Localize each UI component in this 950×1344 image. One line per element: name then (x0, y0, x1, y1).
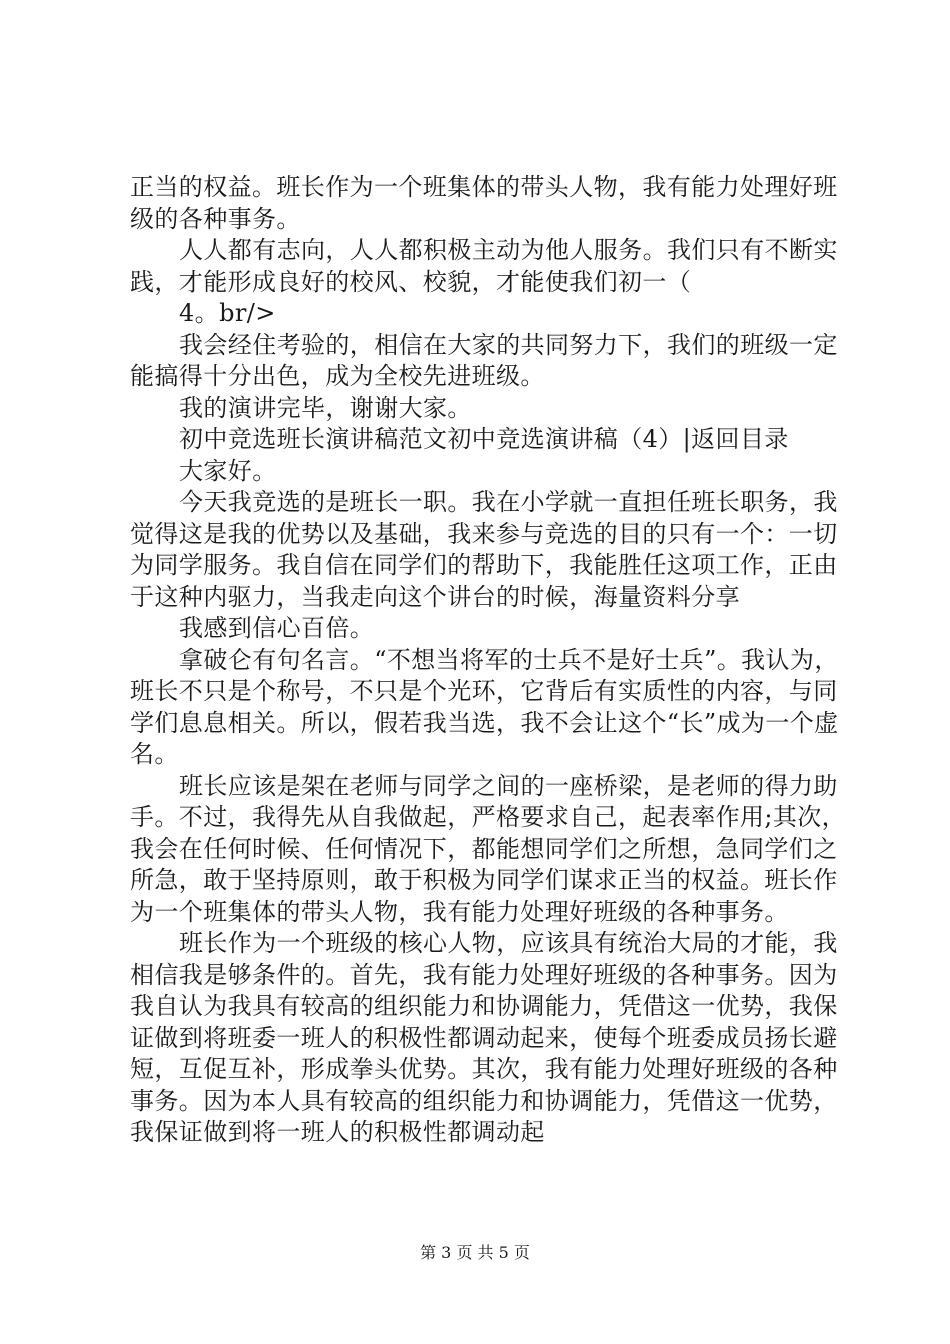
paragraph: 班长应该是架在老师与同学之间的一座桥梁，是老师的得力助手。不过，我得先从自我做起，严格要求自己，起表率作用;其次，我会在任何时候、任何情况下，都能想同学们之所想，急同学们之所急，敢于坚持原则，敢于积极为同学们谋求正当的权益。班长作为一个班集体的带头人物，我有能力处理好班级的各种事务。 (130, 771, 847, 926)
paragraph: 我会经住考验的，相信在大家的共同努力下，我们的班级一定能搞得十分出色，成为全校先进班级。 (130, 330, 838, 390)
page-number-footer: 第 3 页 共 5 页 (420, 1243, 530, 1262)
paragraph: 班长作为一个班级的核心人物，应该具有统治大局的才能，我相信我是够条件的。首先，我有能力处理好班级的各种事务。因为我自认为我具有较高的组织能力和协调能力，凭借这一优势，我保证做到将班委一班人的积极性都调动起来，使每个班委成员扬长避短，互促互补，形成拳头优势。其次，我有能力处理好班级的各种事务。因为本人具有较高的组织能力和协调能力，凭借这一优势，我保证做到将一班人的积极性都调动起 (130, 929, 838, 1146)
paragraph: 拿破仑有句名言。“不想当将军的士兵不是好士兵”。我认为，班长不只是个称号，不只是个光环，它背后有实质性的内容，与同学们息息相关。所以，假若我当选，我不会让这个“长”成为一个虚名。 (130, 645, 839, 768)
document-body (130, 172, 850, 1149)
paragraph: 4。br/> (179, 299, 276, 327)
paragraph: 大家好。 (179, 456, 277, 485)
paragraph: 我的演讲完毕，谢谢大家。 (179, 393, 472, 422)
section-heading: 初中竞选班长演讲稿范文初中竞选演讲稿（4）|返回目录 (179, 425, 789, 453)
paragraph: 正当的权益。班长作为一个班集体的带头人物，我有能力处理好班级的各种事务。 (130, 173, 838, 233)
paragraph: 我感到信心百倍。 (179, 614, 375, 642)
paragraph: 人人都有志向，人人都积极主动为他人服务。我们只有不断实践，才能形成良好的校风、校貌，才能使我们初一（ (130, 236, 838, 296)
paragraph: 今天我竞选的是班长一职。我在小学就一直担任班长职务，我觉得这是我的优势以及基础，我来参与竞选的目的只有一个：一切为同学服务。我自信在同学们的帮助下，我能胜任这项工作，正由于这种内驱力，当我走向这个讲台的时候，海量资料分享 (130, 488, 838, 611)
